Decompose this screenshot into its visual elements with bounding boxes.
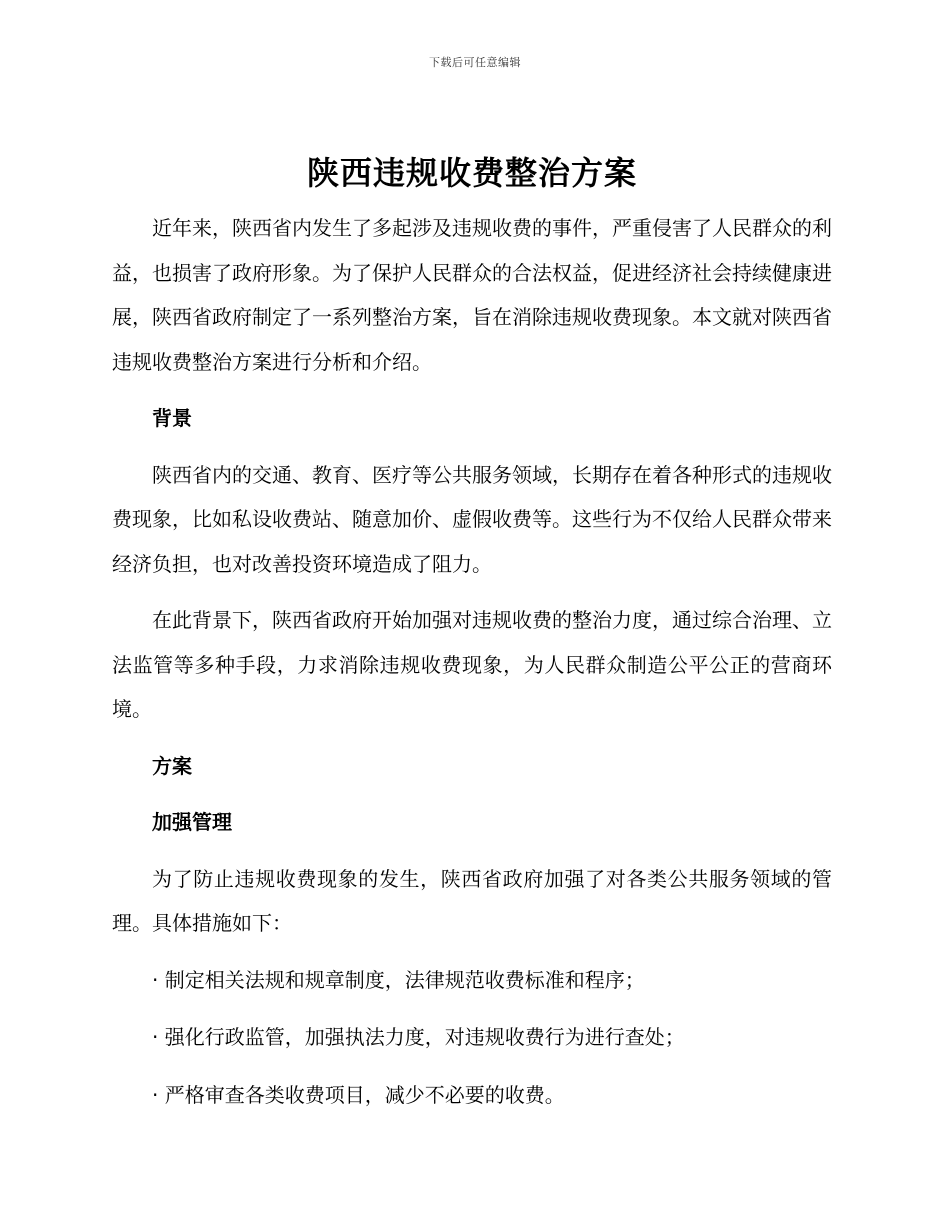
background-paragraph-1: 陕西省内的交通、教育、医疗等公共服务领域，长期存在着各种形式的违规收费现象，比如私设收费站、随意加价、虚假收费等。这些行为不仅给人民群众带来经济负担，也对改善投资环境造成了阻力。 xyxy=(112,462,832,576)
section-heading-background: 背景 xyxy=(152,406,192,430)
list-item: · 强化行政监管，加强执法力度，对违规收费行为进行查处； xyxy=(152,1025,685,1049)
header-note: 下载后可任意编辑 xyxy=(429,56,521,69)
document-body xyxy=(112,150,832,1130)
background-paragraph-2: 在此背景下，陕西省政府开始加强对违规收费的整治力度，通过综合治理、立法监管等多种手段，力求消除违规收费现象，为人民群众制造公平公正的营商环境。 xyxy=(112,608,832,721)
list-item: · 严格审查各类收费项目，减少不必要的收费。 xyxy=(152,1082,565,1107)
intro-paragraph: 近年来，陕西省内发生了多起涉及违规收费的事件，严重侵害了人民群众的利益，也损害了政府形象。为了保护人民群众的合法权益，促进经济社会持续健康进展，陕西省政府制定了一系列整治方案，旨在消除违规收费现象。本文就对陕西省违规收费整治方案进行分析和介绍。 xyxy=(112,216,832,374)
document-title: 陕西违规收费整治方案 xyxy=(306,154,637,192)
list-item: · 制定相关法规和规章制度，法律规范收费标准和程序； xyxy=(152,967,645,992)
subheading-strengthen-management: 加强管理 xyxy=(152,810,232,834)
section-heading-plan: 方案 xyxy=(152,753,192,778)
plan-paragraph: 为了防止违规收费现象的发生，陕西省政府加强了对各类公共服务领域的管理。具体措施如下： xyxy=(112,866,832,935)
